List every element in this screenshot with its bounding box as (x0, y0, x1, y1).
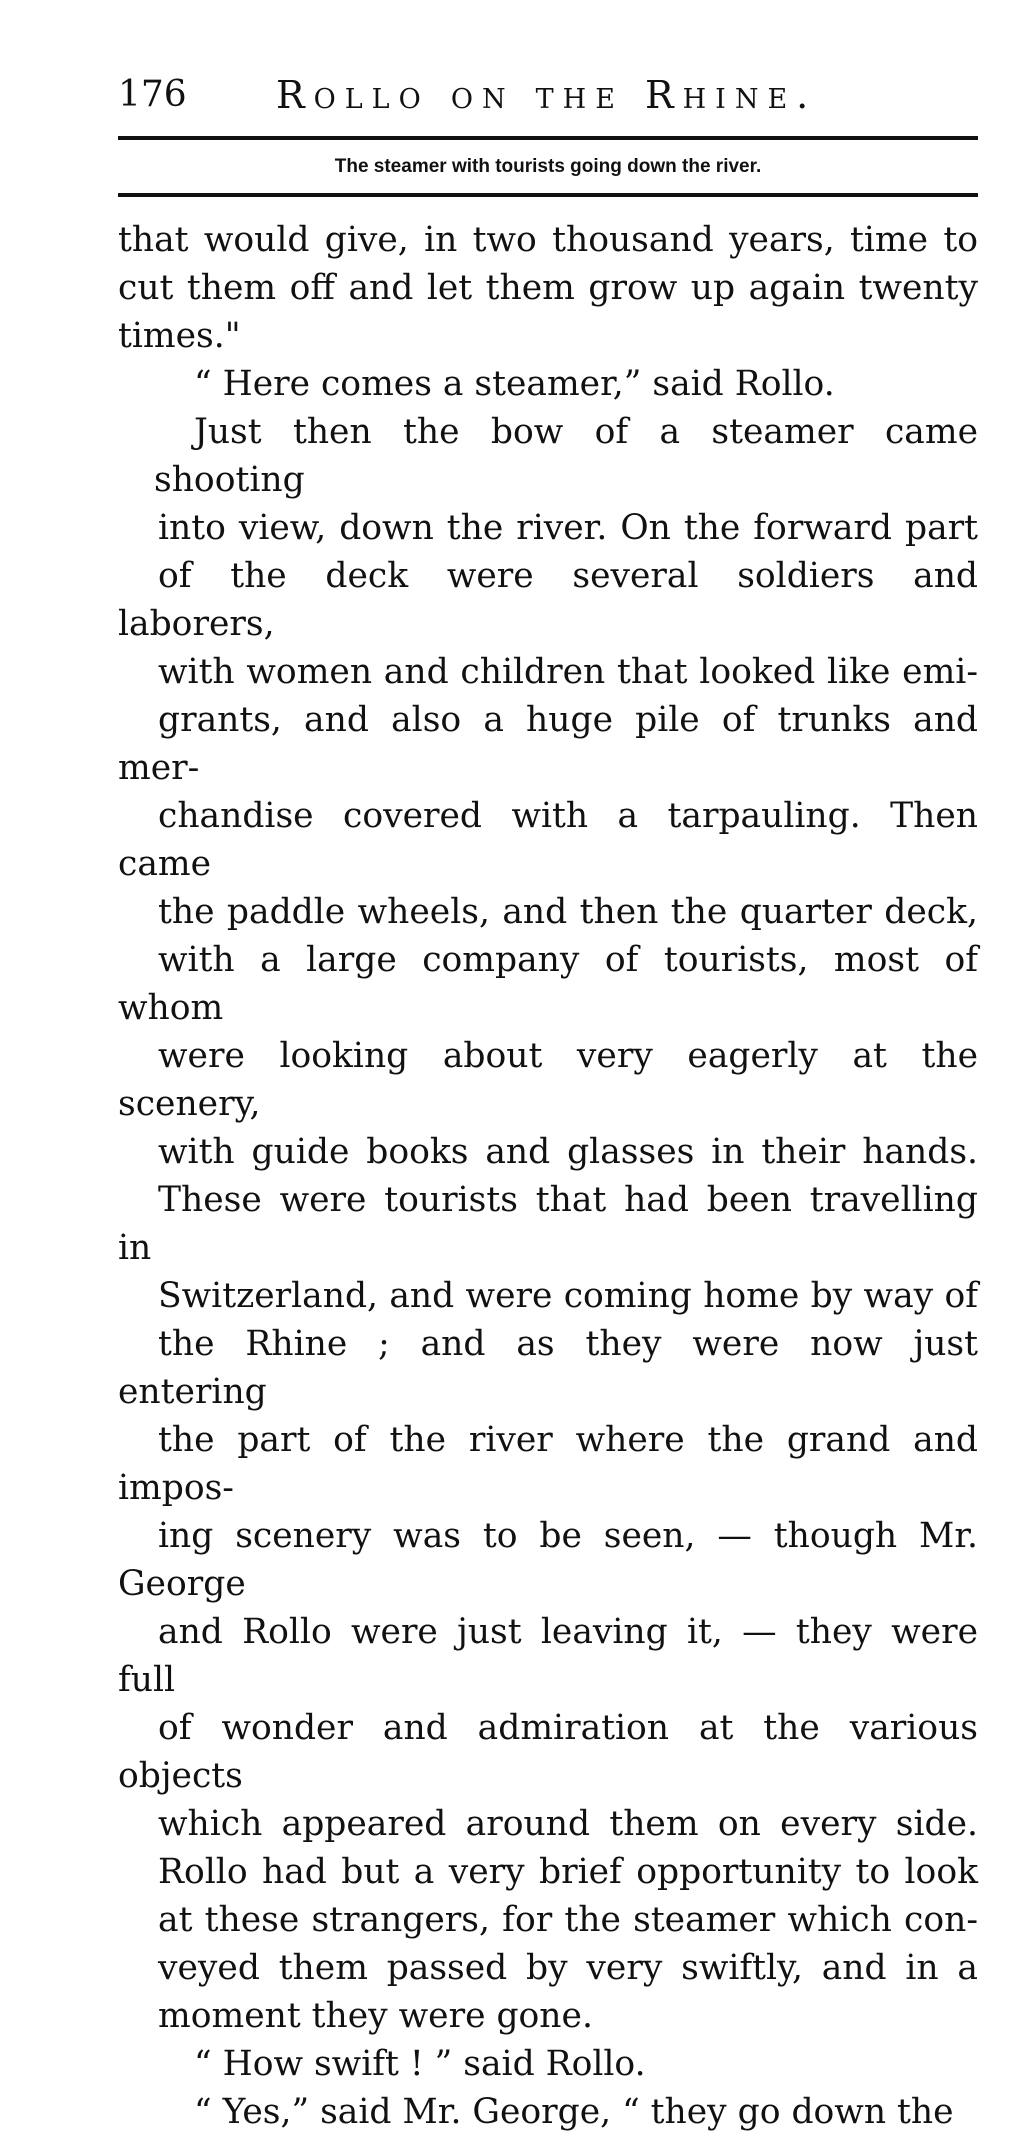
text-line: These were tourists that had been travelling in (118, 1180, 978, 1268)
text-line: with guide books and glasses in their hands. (158, 1132, 978, 1172)
text-line: grants, and also a huge pile of trunks and mer- (118, 700, 978, 788)
text-line: cut them off and let them grow up again twenty (118, 268, 978, 308)
text-line: “ Yes,” said Mr. George, “ they go down the (194, 2092, 954, 2132)
paragraph (118, 408, 978, 2040)
paragraph (118, 216, 978, 360)
text-line: the part of the river where the grand and impos- (118, 1420, 978, 1508)
text-line: which appeared around them on every side. (158, 1804, 978, 1844)
text-line: with women and children that looked like emi- (158, 652, 978, 692)
text-line: of wonder and admiration at the various objects (118, 1708, 978, 1796)
text-line: were looking about very eagerly at the scenery, (118, 1036, 978, 1124)
body-text (118, 216, 978, 2136)
text-line: veyed them passed by very swiftly, and in a (158, 1948, 978, 1988)
header-rule-top (118, 136, 978, 140)
text-line: Switzerland, and were coming home by way of (158, 1276, 978, 1316)
text-line: the Rhine ; and as they were now just entering (118, 1324, 978, 1412)
text-line: “ How swift ! ” said Rollo. (194, 2044, 646, 2084)
paragraph (118, 360, 978, 408)
text-line: the paddle wheels, and then the quarter deck, (158, 892, 978, 932)
text-line: of the deck were several soldiers and laborers, (118, 556, 978, 644)
text-line: chandise covered with a tarpauling. Then came (118, 796, 978, 884)
paragraph (118, 2040, 978, 2088)
text-line: Just then the bow of a steamer came shooting (154, 412, 978, 500)
text-line: moment they were gone. (158, 1996, 593, 2036)
text-line: that would give, in two thousand years, time to (118, 220, 978, 260)
paragraph (118, 2088, 978, 2136)
text-line: into view, down the river. On the forward part (158, 508, 978, 548)
text-line: Rollo had but a very brief opportunity to look (158, 1852, 978, 1892)
running-title: Rollo on the Rhine. (276, 73, 818, 117)
text-line: “ Here comes a steamer,” said Rollo. (194, 364, 835, 404)
page-header (118, 70, 988, 120)
text-line: with a large company of tourists, most of whom (118, 940, 978, 1028)
page-number: 176 (118, 74, 187, 115)
text-line: ing scenery was to be seen, — though Mr. George (118, 1516, 978, 1604)
text-line: at these strangers, for the steamer which con- (158, 1900, 978, 1940)
header-rule-bottom (118, 193, 978, 197)
illustration-caption: The steamer with tourists going down the river. (334, 156, 762, 177)
text-line: and Rollo were just leaving it, — they were full (118, 1612, 978, 1700)
text-line: times." (118, 316, 241, 356)
